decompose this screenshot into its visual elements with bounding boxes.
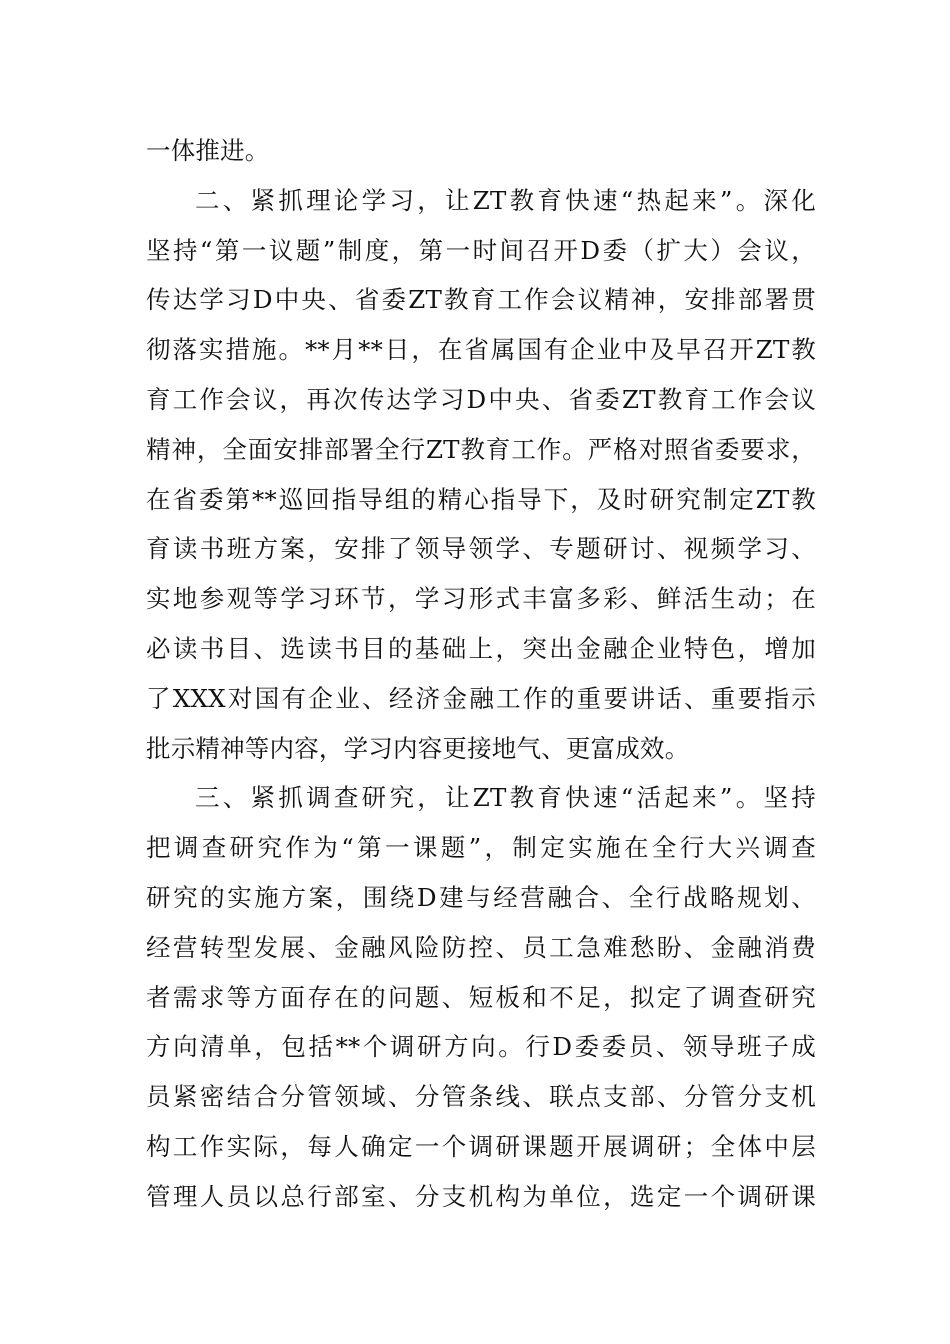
text-line: 在省委第**巡回指导组的精心指导下，及时研究制定ZT教: [146, 485, 816, 514]
text-line: 传达学习D中央、省委ZT教育工作会议精神，安排部署贯: [146, 285, 816, 314]
text-line: 一体推进。: [146, 136, 270, 165]
text-line: 坚持“第一议题”制度，第一时间召开D委（扩大）会议，: [146, 236, 816, 265]
text-line: 必读书目、选读书目的基础上，突出金融企业特色，增加: [146, 634, 816, 663]
text-line: 研究的实施方案，围绕D建与经营融合、全行战略规划、: [146, 883, 816, 912]
text-line: 精神，全面安排部署全行ZT教育工作。严格对照省委要求，: [146, 435, 816, 464]
text-line: 方向清单，包括**个调研方向。行D委委员、领导班子成: [146, 1032, 816, 1061]
text-line: 实地参观等学习环节，学习形式丰富多彩、鲜活生动；在: [146, 584, 816, 613]
text-line: 批示精神等内容，学习内容更接地气、更富成效。: [146, 734, 690, 763]
text-line: 育工作会议，再次传达学习D中央、省委ZT教育工作会议: [146, 385, 816, 414]
text-line: 构工作实际，每人确定一个调研课题开展调研；全体中层: [146, 1132, 816, 1161]
text-line: 管理人员以总行部室、分支机构为单位，选定一个调研课: [146, 1182, 816, 1211]
text-line: 彻落实措施。**月**日，在省属国有企业中及早召开ZT教: [146, 335, 816, 364]
text-line: 经营转型发展、金融风险防控、员工急难愁盼、金融消费: [146, 933, 816, 962]
text-line: 员紧密结合分管领域、分管条线、联点支部、分管分支机: [146, 1082, 816, 1111]
paragraph-first-line: 二、紧抓理论学习，让ZT教育快速“热起来”。深化: [195, 186, 816, 215]
text-line: 育读书班方案，安排了领导领学、专题研讨、视频学习、: [146, 534, 816, 563]
text-line: 者需求等方面存在的问题、短板和不足，拟定了调查研究: [146, 983, 816, 1012]
text-line: 了XXX对国有企业、经济金融工作的重要讲话、重要指示: [146, 684, 816, 713]
text-line: 把调查研究作为“第一课题”，制定实施在全行大兴调查: [146, 833, 816, 862]
paragraph-first-line: 三、紧抓调查研究，让ZT教育快速“活起来”。坚持: [195, 783, 816, 812]
